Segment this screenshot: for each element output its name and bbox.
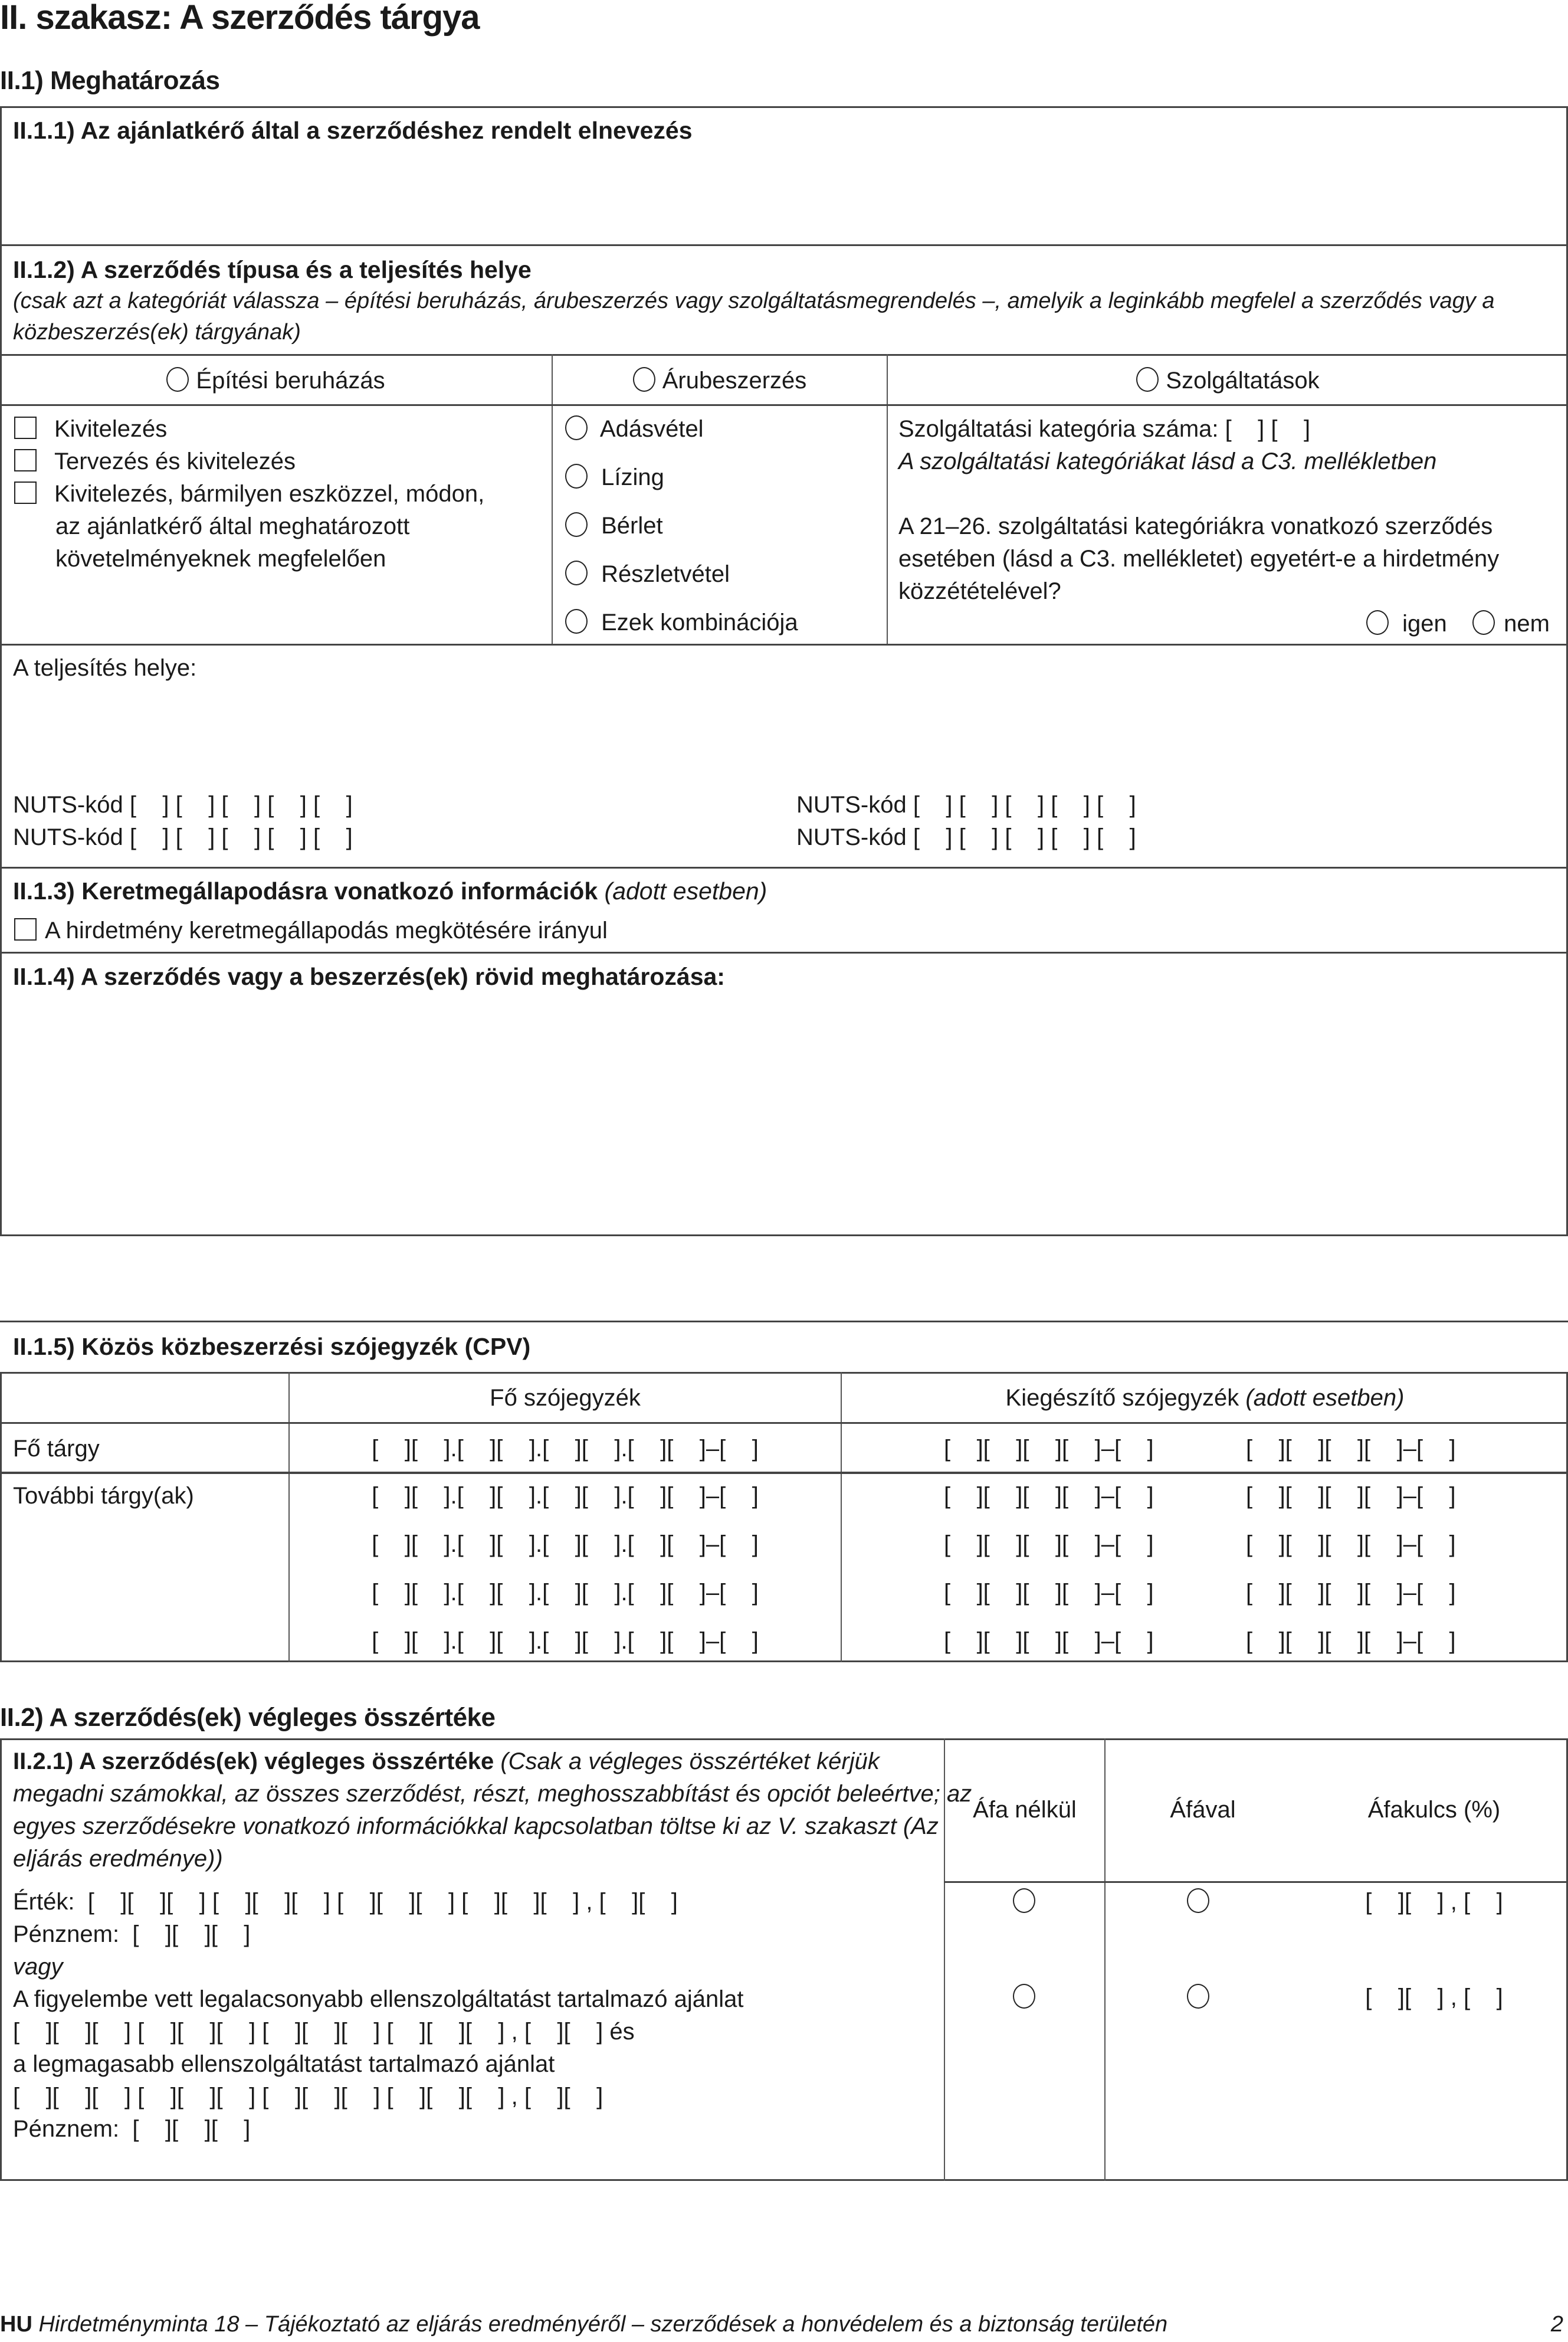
nuts-code-field[interactable] — [796, 789, 1136, 821]
column-divider — [288, 1372, 290, 1662]
value-brackets: [ ][ ][ ] [ ][ ][ ] [ ][ ][ ] [ ][ ][ ] , [ ][ ] — [87, 1889, 678, 1915]
cpv-supp-code-field[interactable]: [ ][ ][ ][ ]–[ ] — [944, 1580, 1154, 1606]
row-label-main-object: Fő tárgy — [13, 1436, 100, 1462]
footer-text: Hirdetményminta 18 – Tájékoztató az eljárás eredményéről – szerződések a honvédelem és a biztonság területén — [38, 2312, 1168, 2337]
place-field[interactable] — [13, 687, 1553, 782]
currency-label: Pénznem: — [13, 2116, 120, 2142]
option-label: Adásvétel — [599, 416, 704, 442]
heading-note: (Csak a végleges összértéket kérjük — [500, 1748, 880, 1774]
short-description-field[interactable] — [13, 997, 1553, 1316]
lowest-offer-label: A figyelembe vett legalacsonyabb ellenszolgáltatást tartalmazó ajánlat — [13, 1986, 744, 2012]
column-divider — [552, 354, 553, 644]
radio-icon[interactable] — [565, 415, 588, 440]
checkbox-icon[interactable] — [14, 481, 37, 504]
cpv-supp-code-field[interactable]: [ ][ ][ ][ ]–[ ] — [1246, 1436, 1456, 1462]
radio-icon[interactable] — [1187, 1888, 1209, 1913]
cpv-main-code-field[interactable]: [ ][ ].[ ][ ].[ ][ ].[ ][ ]–[ ] — [372, 1531, 759, 1557]
option-label: nem — [1504, 611, 1550, 637]
range-incl-vat-option[interactable] — [1187, 1984, 1216, 2009]
instruction-note-line2: közbeszerzés(ek) tárgyának) — [13, 320, 301, 345]
subsection-title-ii-1: II.1) Meghatározás — [0, 66, 220, 95]
cpv-main-header: Fő szójegyzék — [490, 1385, 641, 1411]
consent-question-line2: esetében (lásd a C3. mellékletet) egyetért-e a hirdetmény — [898, 546, 1500, 572]
consent-no-option[interactable] — [1472, 608, 1550, 640]
cpv-supp-code-field[interactable]: [ ][ ][ ][ ]–[ ] — [1246, 1580, 1456, 1606]
nuts-brackets: [ ] [ ] [ ] [ ] [ ] — [129, 824, 353, 850]
range-brackets: [ ][ ][ ] [ ][ ][ ] [ ][ ][ ] [ ][ ][ ] , [ ][ ] — [13, 2019, 603, 2045]
supplies-option-rental[interactable] — [565, 510, 663, 542]
divider — [0, 1422, 1568, 1424]
col-incl-vat: Áfával — [1170, 1797, 1236, 1823]
divider — [0, 244, 1568, 246]
and-label: és — [609, 2019, 635, 2045]
option-label: igen — [1402, 611, 1447, 637]
nuts-brackets: [ ] [ ] [ ] [ ] [ ] — [913, 792, 1136, 818]
cpv-main-code-field[interactable]: [ ][ ].[ ][ ].[ ][ ].[ ][ ]–[ ] — [372, 1580, 759, 1606]
services-label: Szolgáltatások — [1166, 368, 1320, 394]
nuts-label: NUTS-kód — [13, 824, 123, 850]
works-label: Építési beruházás — [196, 368, 385, 394]
vat-rate-field[interactable]: [ ][ ] , [ ] — [1365, 1984, 1503, 2010]
nuts-code-field[interactable] — [13, 789, 353, 821]
supplies-option-combination[interactable] — [565, 607, 798, 639]
consent-question-line3: közzétételével? — [898, 578, 1061, 604]
option-label: Bérlet — [601, 513, 663, 539]
value-label: Érték: — [13, 1889, 75, 1915]
nuts-label: NUTS-kód — [13, 792, 123, 818]
supplies-label: Árubeszerzés — [662, 368, 807, 394]
heading-ii-1-5: II.1.5) Közös közbeszerzési szójegyzék (CPV) — [13, 1333, 531, 1360]
divider — [0, 1472, 1568, 1473]
heading-text: II.2.1) A szerződés(ek) végleges összértéke — [13, 1748, 494, 1774]
currency-field[interactable] — [13, 2113, 250, 2146]
checkbox-icon[interactable] — [14, 417, 37, 439]
radio-icon[interactable] — [565, 512, 588, 537]
works-option-design-execution[interactable] — [14, 446, 296, 478]
radio-icon[interactable] — [1366, 610, 1389, 635]
highest-offer-field[interactable] — [13, 2081, 603, 2113]
heading-note: (adott esetben) — [604, 877, 767, 905]
supplies-option-hire-purchase[interactable] — [565, 558, 730, 591]
heading-ii-1-1: II.1.1) Az ajánlatkérő által a szerződéshez rendelt elnevezés — [13, 117, 693, 144]
currency-brackets: [ ][ ][ ] — [132, 1921, 251, 1947]
highest-offer-label: a legmagasabb ellenszolgáltatást tartalmazó ajánlat — [13, 2051, 555, 2077]
note-line: megadni számokkal, az összes szerződést, részt, meghosszabbítást és opciót beleértve; az — [13, 1781, 972, 1807]
divider — [0, 644, 1568, 646]
divider — [0, 354, 1568, 356]
col-excl-vat: Áfa nélkül — [973, 1797, 1077, 1823]
cpv-supp-code-field[interactable]: [ ][ ][ ][ ]–[ ] — [1246, 1483, 1456, 1509]
instruction-note-line1: (csak azt a kategóriát válassza – építési beruházás, árubeszerzés vagy szolgáltatásmegrendelés –, amelyik a leginkább megfelel a szerződés vagy a — [13, 289, 1495, 313]
note-line: eljárás eredménye)) — [13, 1846, 223, 1872]
nuts-brackets: [ ] [ ] [ ] [ ] [ ] — [913, 824, 1136, 850]
divider — [0, 404, 1568, 406]
radio-icon[interactable] — [1187, 1984, 1209, 2009]
range-brackets: [ ][ ][ ] [ ][ ][ ] [ ][ ][ ] [ ][ ][ ] , [ ][ ] — [13, 2084, 603, 2110]
cpv-supp-code-field[interactable]: [ ][ ][ ][ ]–[ ] — [944, 1628, 1154, 1654]
checkbox-icon[interactable] — [14, 918, 37, 941]
cpv-supp-code-field[interactable]: [ ][ ][ ][ ]–[ ] — [1246, 1628, 1456, 1654]
section-title: II. szakasz: A szerződés tárgya — [0, 0, 480, 37]
consent-yes-option[interactable] — [1366, 608, 1447, 640]
value-excl-vat-option[interactable] — [1013, 1888, 1042, 1913]
checkbox-icon[interactable] — [14, 449, 37, 471]
currency-field[interactable] — [13, 1918, 250, 1951]
nuts-brackets: [ ] [ ] [ ] [ ] [ ] — [129, 792, 353, 818]
framework-agreement-option[interactable] — [14, 915, 608, 947]
footer — [0, 2312, 1167, 2337]
radio-icon[interactable] — [565, 561, 588, 585]
option-label: A hirdetmény keretmegállapodás megkötésére irányul — [45, 918, 608, 944]
note-line: egyes szerződésekre vonatkozó információkkal kapcsolatban töltse ki az V. szakaszt (Az — [13, 1813, 939, 1839]
services-option[interactable] — [888, 365, 1568, 397]
nuts-code-field[interactable] — [796, 821, 1136, 854]
header-note: (adott esetben) — [1245, 1385, 1405, 1411]
currency-label: Pénznem: — [13, 1921, 120, 1947]
supplies-option-purchase[interactable] — [565, 413, 704, 446]
option-label: Részletvétel — [601, 561, 730, 587]
supplies-option[interactable] — [553, 365, 887, 397]
heading-ii-1-2: II.1.2) A szerződés típusa és a teljesítés helye — [13, 256, 532, 283]
option-label: Lízing — [601, 464, 664, 490]
option-label-cont: az ajánlatkérő által meghatározott — [55, 513, 410, 539]
heading-ii-2-1 — [13, 1745, 880, 1778]
cpv-main-code-field[interactable]: [ ][ ].[ ][ ].[ ][ ].[ ][ ]–[ ] — [372, 1483, 759, 1509]
heading-ii-1-3 — [13, 875, 767, 908]
supplies-radio-icon[interactable] — [633, 367, 655, 392]
radio-icon[interactable] — [565, 464, 588, 489]
cpv-main-code-field[interactable]: [ ][ ].[ ][ ].[ ][ ].[ ][ ]–[ ] — [372, 1628, 759, 1654]
works-option-realisation[interactable] — [14, 478, 484, 510]
cpv-supp-code-field[interactable]: [ ][ ][ ][ ]–[ ] — [1246, 1531, 1456, 1557]
radio-icon[interactable] — [1013, 1984, 1035, 2009]
contract-title-field[interactable] — [13, 153, 1553, 242]
footer-language: HU — [0, 2312, 32, 2337]
services-radio-icon[interactable] — [1136, 367, 1159, 392]
consent-question-line1: A 21–26. szolgáltatási kategóriákra vonatkozó szerződés — [898, 513, 1493, 539]
cpv-supp-header — [842, 1382, 1568, 1414]
option-label-cont: követelményeknek megfelelően — [55, 546, 386, 572]
cpv-table — [0, 1372, 1568, 1662]
value-field[interactable] — [13, 1886, 678, 1918]
option-label: Kivitelezés, bármilyen eszközzel, módon, — [54, 481, 485, 507]
column-divider — [887, 354, 888, 644]
supplies-option-lease[interactable] — [565, 461, 664, 494]
works-option[interactable] — [0, 365, 552, 397]
option-label: Kivitelezés — [54, 416, 168, 442]
cpv-supp-code-field[interactable]: [ ][ ][ ][ ]–[ ] — [944, 1531, 1154, 1557]
cpv-main-code-field[interactable]: [ ][ ].[ ][ ].[ ][ ].[ ][ ]–[ ] — [372, 1436, 759, 1462]
option-label: Tervezés és kivitelezés — [54, 448, 296, 474]
heading-text: II.1.3) Keretmegállapodásra vonatkozó információk — [13, 877, 598, 905]
divider — [0, 1321, 1568, 1322]
divider — [944, 1881, 1568, 1883]
service-category-field[interactable]: Szolgáltatási kategória száma: [ ] [ ] — [898, 416, 1311, 442]
col-vat-rate: Áfakulcs (%) — [1367, 1797, 1501, 1823]
header-text: Kiegészítő szójegyzék — [1005, 1385, 1239, 1411]
option-label: Ezek kombinációja — [601, 610, 798, 636]
cpv-supp-code-field[interactable]: [ ][ ][ ][ ]–[ ] — [944, 1436, 1154, 1462]
radio-icon[interactable] — [1472, 610, 1495, 635]
or-label: vagy — [13, 1954, 63, 1980]
value-incl-vat-option[interactable] — [1187, 1888, 1216, 1913]
lowest-offer-field[interactable] — [13, 2016, 635, 2048]
subsection-title-ii-2: II.2) A szerződés(ek) végleges összértéke — [0, 1703, 496, 1732]
row-label-additional-objects: További tárgy(ak) — [13, 1483, 194, 1509]
nuts-label: NUTS-kód — [796, 792, 907, 818]
divider — [0, 867, 1568, 869]
column-divider — [841, 1372, 842, 1662]
radio-icon[interactable] — [565, 609, 588, 634]
nuts-code-field[interactable] — [13, 821, 353, 854]
place-label: A teljesítés helye: — [13, 655, 197, 681]
works-radio-icon[interactable] — [166, 367, 189, 392]
vat-rate-field[interactable]: [ ][ ] , [ ] — [1365, 1889, 1503, 1915]
cpv-supp-code-field[interactable]: [ ][ ][ ][ ]–[ ] — [944, 1483, 1154, 1509]
service-category-note: A szolgáltatási kategóriákat lásd a C3. mellékletben — [898, 448, 1437, 474]
range-excl-vat-option[interactable] — [1013, 1984, 1042, 2009]
nuts-label: NUTS-kód — [796, 824, 907, 850]
heading-ii-1-4: II.1.4) A szerződés vagy a beszerzés(ek) rövid meghatározása: — [13, 963, 725, 990]
radio-icon[interactable] — [1013, 1888, 1035, 1913]
page-number: 2 — [1550, 2312, 1563, 2337]
divider — [0, 952, 1568, 954]
currency-brackets: [ ][ ][ ] — [132, 2116, 251, 2142]
works-option-execution[interactable] — [14, 413, 167, 446]
